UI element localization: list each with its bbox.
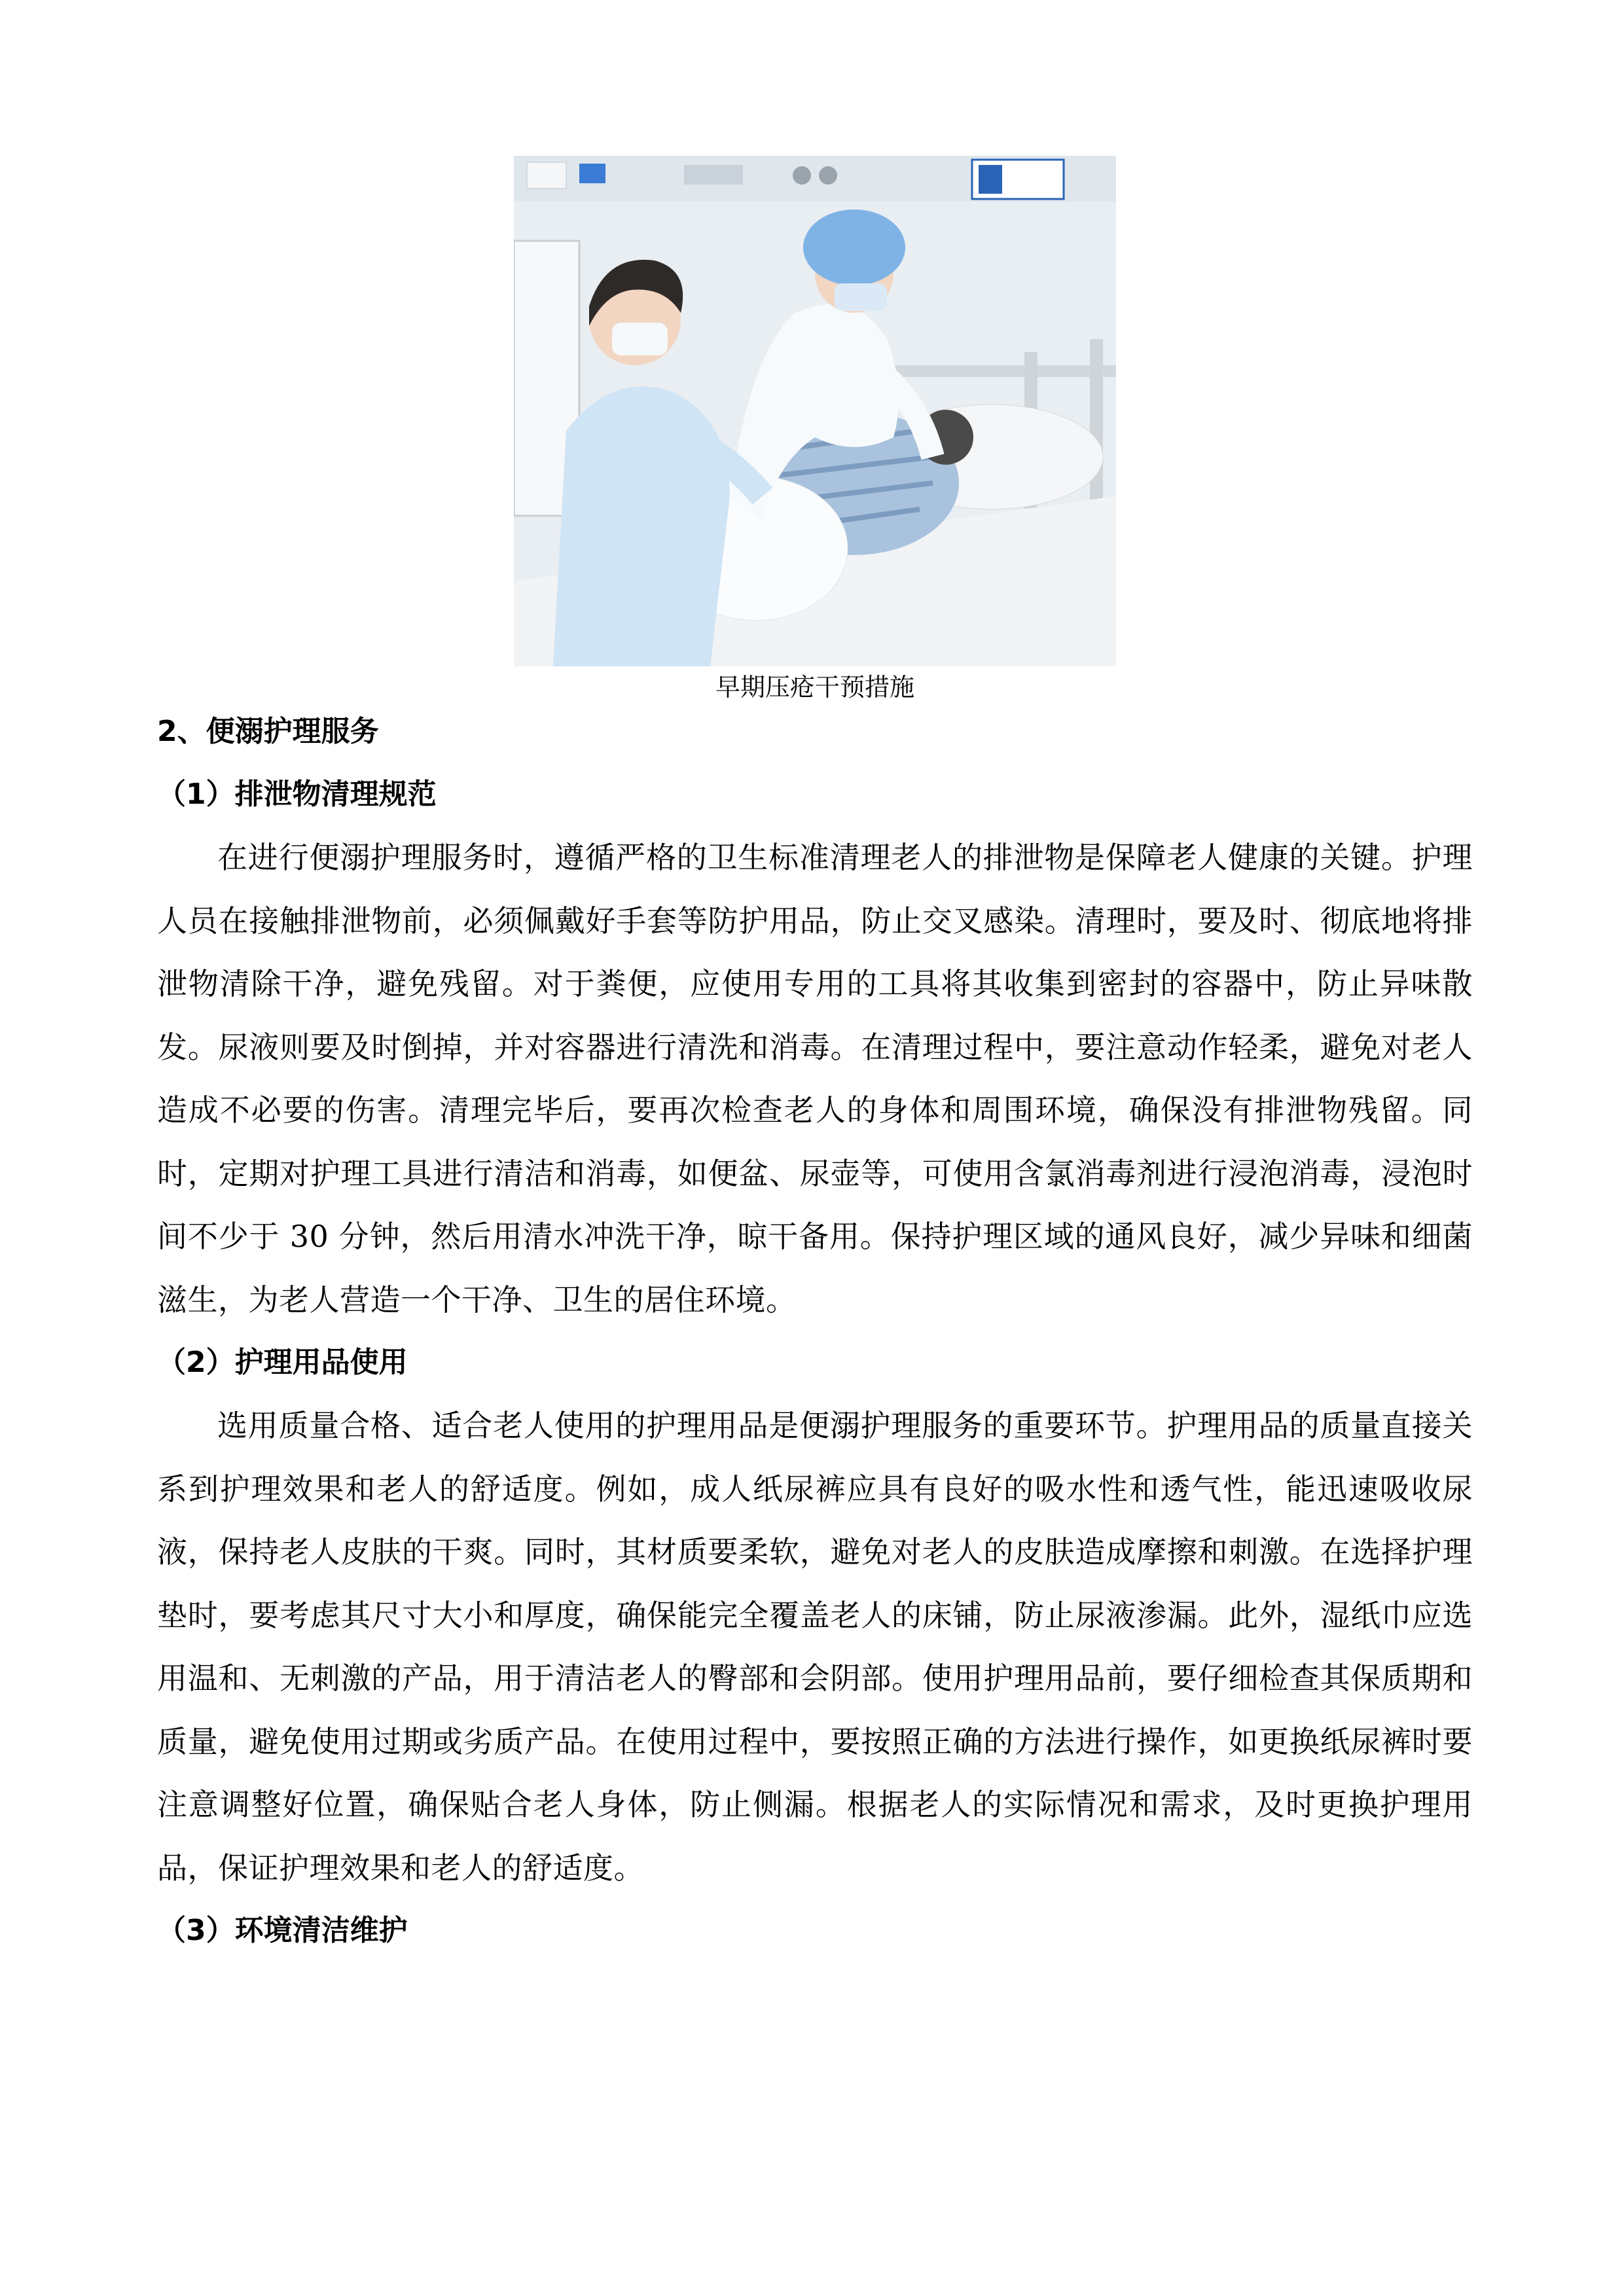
figure-caption: 早期压疮干预措施 — [715, 673, 914, 702]
figure-photo — [514, 156, 1116, 666]
subsection-body-1: 在进行便溺护理服务时，遵循严格的卫生标准清理老人的排泄物是保障老人健康的关键。护理人员在接触排泄物前，必须佩戴好手套等防护用品，防止交叉感染。清理时，要及时、彻底地将排泄物清除干净，避免残留。对于粪便，应使用专用的工具将其收集到密封的容器中，防止异味散发。尿液则要及时倒掉，并对容器进行清洗和消毒。在清理过程中，要注意动作轻柔，避免对老人造成不必要的伤害。清理完毕后，要再次检查老人的身体和周围环境，确保没有排泄物残留。同时，定期对护理工具进行清洁和消毒，如便盆、尿壶等，可使用含氯消毒剂进行浸泡消毒，浸泡时间不少于 30 分钟，然后用清水冲洗干净，晾干备用。保持护理区域的通风良好，减少异味和细菌滋生，为老人营造一个干净、卫生的居住环境。 — [157, 840, 1473, 1318]
subsection-body-2: 选用质量合格、适合老人使用的护理用品是便溺护理服务的重要环节。护理用品的质量直接关系到护理效果和老人的舒适度。例如，成人纸尿裤应具有良好的吸水性和透气性，能迅速吸收尿液，保持老人皮肤的干爽。同时，其材质要柔软，避免对老人的皮肤造成摩擦和刺激。在选择护理垫时，要考虑其尺寸大小和厚度，确保能完全覆盖老人的床铺，防止尿液渗漏。此外，湿纸巾应选用温和、无刺激的产品，用于清洁老人的臀部和会阴部。使用护理用品前，要仔细检查其保质期和质量，避免使用过期或劣质产品。在使用过程中，要按照正确的方法进行操作，如更换纸尿裤时要注意调整好位置，确保贴合老人身体，防止侧漏。根据老人的实际情况和需求，及时更换护理用品，保证护理效果和老人的舒适度。 — [157, 1408, 1473, 1886]
section-content — [157, 700, 1473, 1962]
nurses-repositioning-patient-photo — [514, 156, 1116, 666]
subsection-heading-1: （1）排泄物清理规范 — [157, 778, 437, 811]
subsection-heading-3: （3）环境清洁维护 — [157, 1914, 408, 1947]
subsection-heading-2: （2）护理用品使用 — [157, 1346, 408, 1379]
section-heading: 2、便溺护理服务 — [157, 715, 379, 748]
